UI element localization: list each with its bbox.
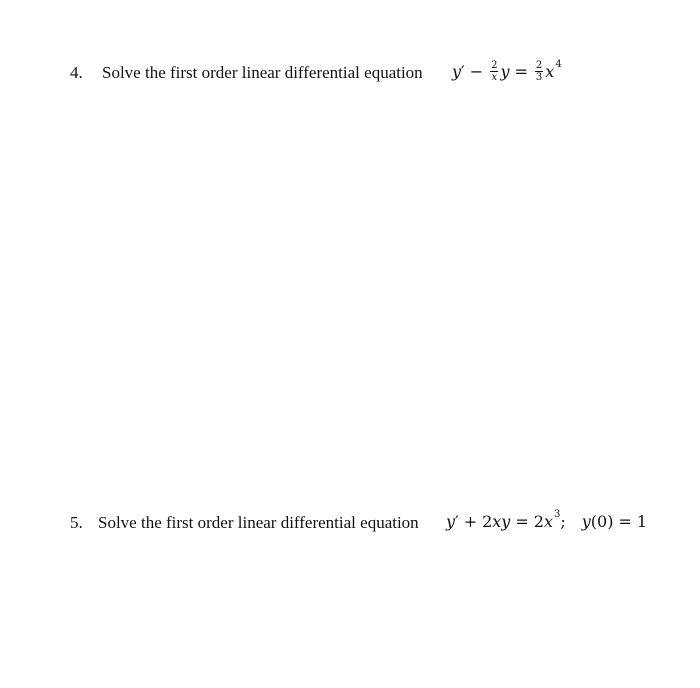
- fraction-2-over-3: [535, 60, 543, 83]
- fraction-denominator: x: [491, 72, 498, 83]
- differential-equation: [452, 60, 562, 83]
- ic-value: 1: [636, 512, 648, 531]
- eq-y-term: y: [500, 61, 510, 81]
- eq-semicolon: ;: [560, 512, 566, 531]
- fraction-numerator: 2: [535, 60, 543, 71]
- fraction-numerator: 2: [491, 60, 498, 71]
- eq-rhs-coefficient: 2: [533, 512, 544, 531]
- eq-exponent: 3: [553, 509, 561, 520]
- eq-prime: ′: [461, 61, 465, 81]
- eq-prime: ′: [455, 512, 459, 531]
- eq-plus: +: [463, 512, 478, 531]
- eq-y: y: [446, 512, 456, 531]
- fraction-denominator: 3: [535, 72, 543, 83]
- eq-minus: −: [469, 61, 484, 81]
- problem-number: 5.: [70, 513, 83, 532]
- problem-statement: Solve the first order linear differential equation: [98, 513, 419, 532]
- differential-equation: [446, 509, 648, 531]
- ic-equals: =: [618, 512, 632, 531]
- problem-statement: Solve the first order linear differential equation: [102, 63, 423, 82]
- eq-coefficient: 2: [482, 512, 493, 531]
- eq-x: x: [545, 61, 555, 81]
- problem-number: 4.: [70, 63, 83, 82]
- eq-y: y: [452, 61, 462, 81]
- fraction-2-over-x: [490, 60, 498, 83]
- ic-argument: (0): [590, 512, 614, 531]
- ic-function: y: [581, 512, 591, 531]
- eq-equals: =: [515, 512, 529, 531]
- eq-equals: =: [514, 61, 528, 81]
- eq-exponent: 4: [555, 58, 562, 70]
- eq-rhs-x: x: [543, 512, 553, 531]
- eq-xy: xy: [492, 512, 511, 531]
